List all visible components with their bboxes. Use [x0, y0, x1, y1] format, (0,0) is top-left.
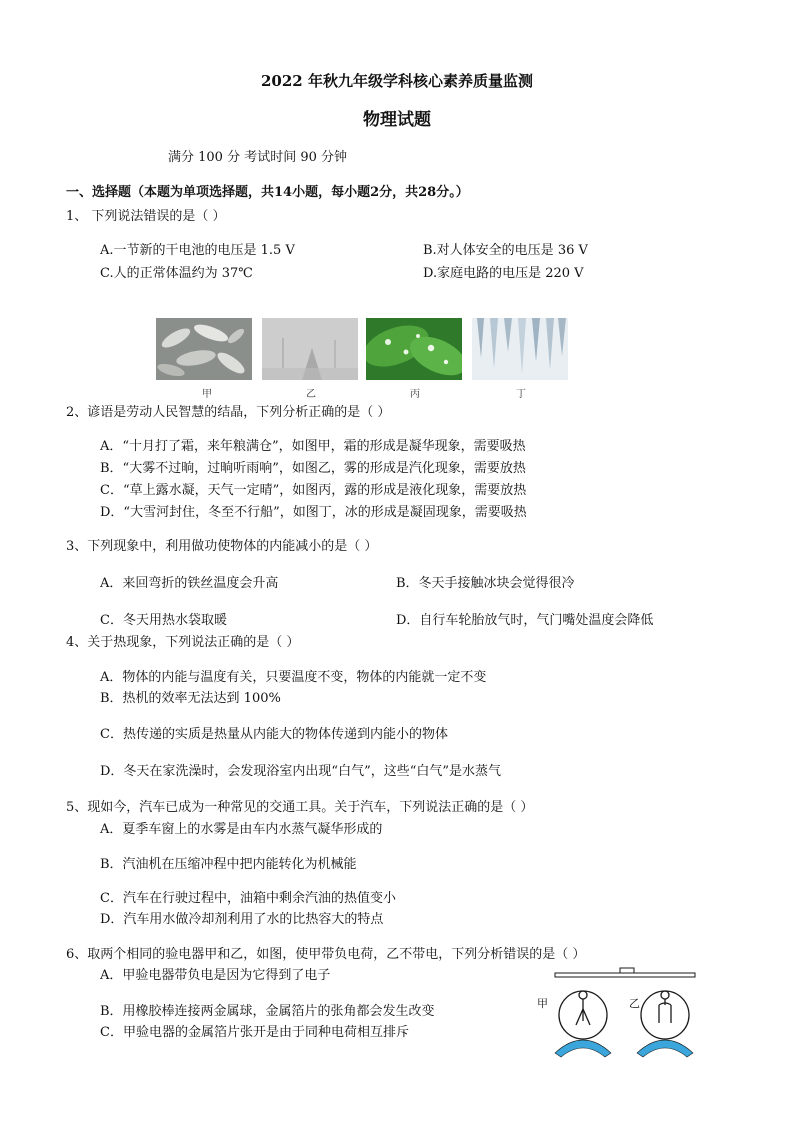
exam-title: 2022 年秋九年级学科核心素养质量监测: [261, 72, 533, 90]
q3-option-b: B．冬天手接触冰块会觉得很冷: [396, 576, 575, 591]
electroscope-label-yi: 乙: [629, 997, 640, 1010]
q4-stem: 4、关于热现象，下列说法正确的是（ ）: [66, 635, 300, 650]
q1-option-b: B.对人体安全的电压是 36 V: [423, 243, 588, 258]
exam-subtitle: 物理试题: [363, 110, 431, 130]
electroscope-diagram: [537, 965, 705, 1065]
q5-stem: 5、现如今，汽车已成为一种常见的交通工具。关于汽车，下列说法正确的是（ ）: [66, 800, 534, 815]
photo-frost-image: [156, 318, 252, 380]
q4-option-b: B．热机的效率无法达到 100%: [100, 691, 281, 706]
q1-option-d: D.家庭电路的电压是 220 V: [423, 266, 584, 281]
section-heading: 一、选择题（本题为单项选择题，共14小题，每小题2分，共28分。）: [66, 185, 469, 200]
q6-stem: 6、取两个相同的验电器甲和乙，如图，使甲带负电荷，乙不带电，下列分析错误的是（ ）: [66, 947, 586, 962]
q3-option-d: D．自行车轮胎放气时，气门嘴处温度会降低: [396, 613, 654, 628]
q1-stem: 1、 下列说法错误的是（ ）: [66, 209, 226, 224]
q2-option-d: D．“大雪河封住，冬至不行船”，如图丁，冰的形成是凝固现象，需要吸热: [100, 505, 527, 520]
electroscope-label-jia: 甲: [537, 997, 548, 1010]
q2-option-b: B．“大雾不过晌，过晌听雨响”，如图乙，雾的形成是汽化现象，需要放热: [100, 461, 526, 476]
q1-option-c: C.人的正常体温约为 37℃: [100, 266, 253, 281]
q2-option-a: A．“十月打了霜，来年粮满仓”，如图甲，霜的形成是凝华现象，需要吸热: [100, 439, 526, 454]
q5-option-d: D．汽车用水做冷却剂利用了水的比热容大的特点: [100, 912, 384, 927]
q3-option-a: A．来回弯折的铁丝温度会升高: [100, 576, 279, 591]
q4-option-d: D．冬天在家洗澡时，会发现浴室内出现“白气”，这些“白气”是水蒸气: [100, 764, 502, 779]
q1-option-a: A.一节新的干电池的电压是 1.5 V: [100, 243, 295, 258]
photo-dew-image: [366, 318, 462, 380]
q5-option-b: B．汽油机在压缩冲程中把内能转化为机械能: [100, 857, 357, 872]
photo-ice-image: [472, 318, 568, 380]
q2-option-c: C．“草上露水凝，天气一定晴”，如图丙，露的形成是液化现象，需要放热: [100, 483, 527, 498]
caption-jia: 甲: [202, 389, 212, 400]
q6-option-b: B．用橡胶棒连接两金属球，金属箔片的张角都会发生改变: [100, 1004, 435, 1019]
q3-option-c: C．冬天用热水袋取暖: [100, 613, 227, 628]
q4-option-c: C．热传递的实质是热量从内能大的物体传递到内能小的物体: [100, 727, 448, 742]
q4-option-a: A．物体的内能与温度有关，只要温度不变，物体的内能就一定不变: [100, 670, 487, 685]
score-time-line: 满分 100 分 考试时间 90 分钟: [168, 150, 348, 165]
caption-bing: 丙: [410, 389, 420, 400]
q5-option-c: C．汽车在行驶过程中，油箱中剩余汽油的热值变小: [100, 891, 396, 906]
caption-ding: 丁: [516, 389, 526, 400]
caption-yi: 乙: [306, 389, 316, 400]
q3-stem: 3、下列现象中，利用做功使物体的内能减小的是（ ）: [66, 539, 378, 554]
q2-stem: 2、谚语是劳动人民智慧的结晶，下列分析正确的是（ ）: [66, 405, 391, 420]
q5-option-a: A．夏季车窗上的水雾是由车内水蒸气凝华形成的: [100, 822, 383, 837]
q6-option-a: A．甲验电器带负电是因为它得到了电子: [100, 968, 331, 983]
photo-fog-image: [262, 318, 358, 380]
q6-option-c: C．甲验电器的金属箔片张开是由于同种电荷相互排斥: [100, 1025, 409, 1040]
